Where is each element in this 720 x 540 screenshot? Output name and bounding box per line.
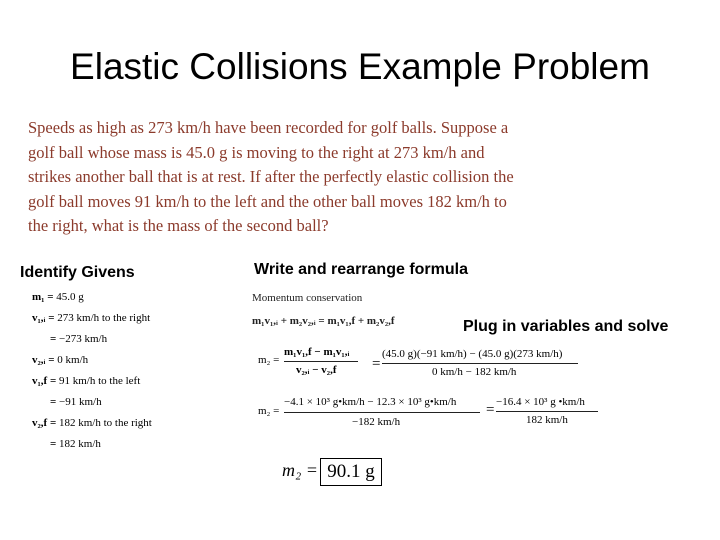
- given-row: = −273 km/h: [50, 333, 108, 345]
- answer-box: 90.1 g: [320, 458, 382, 486]
- given-row: = 182 km/h: [50, 438, 101, 450]
- equals-sign: =: [372, 356, 381, 372]
- step3-denominator: 182 km/h: [526, 414, 568, 426]
- fraction-bar: [496, 411, 598, 412]
- equals-sign: =: [486, 402, 495, 418]
- problem-line: golf ball moves 91 km/h to the left and the other ball moves 182 km/h to: [28, 191, 507, 211]
- rearranged-numerator: m₁v₁,f − m₁v₁,ᵢ: [284, 346, 350, 358]
- given-row: v₁,f = 91 km/h to the left: [32, 375, 141, 387]
- step2-numerator: −4.1 × 10³ g•km/h − 12.3 × 10³ g•km/h: [284, 396, 457, 408]
- rearranged-denominator: v₂,ᵢ − v₂,f: [296, 364, 337, 376]
- fraction-bar: [284, 361, 358, 362]
- answer-lhs: m₂ =: [282, 460, 318, 480]
- formula-header: Write and rearrange formula: [254, 261, 468, 278]
- solve-header: Plug in variables and solve: [463, 318, 669, 335]
- given-row: = −91 km/h: [50, 396, 102, 408]
- fraction-bar: [284, 412, 480, 413]
- problem-line: the right, what is the mass of the second ball?: [28, 216, 329, 235]
- problem-statement: [28, 116, 588, 239]
- momentum-equation: m₁v₁,ᵢ + m₂v₂,ᵢ = m₁v₁,f + m₂v₂,f: [252, 315, 395, 327]
- fraction-bar: [382, 363, 578, 364]
- step3-numerator: −16.4 × 10³ g •km/h: [496, 396, 585, 408]
- given-row: m₁ = 45.0 g: [32, 291, 84, 303]
- givens-header: Identify Givens: [20, 264, 135, 281]
- problem-line: golf ball whose mass is 45.0 g is moving to the right at 273 km/h and: [28, 142, 485, 162]
- step2-lhs: m₂ =: [258, 405, 280, 417]
- step1-denominator: 0 km/h − 182 km/h: [432, 366, 517, 378]
- problem-line: strikes another ball that is at rest. If after the perfectly elastic collision the: [28, 167, 514, 186]
- step1-numerator: (45.0 g)(−91 km/h) − (45.0 g)(273 km/h): [382, 348, 563, 360]
- given-row: v₁,ᵢ = 273 km/h to the right: [32, 312, 151, 324]
- slide-title: Elastic Collisions Example Problem: [70, 46, 650, 87]
- given-row: v₂,f = 182 km/h to the right: [32, 417, 152, 429]
- given-row: v₂,ᵢ = 0 km/h: [32, 354, 89, 366]
- rearranged-lhs: m₂ =: [258, 354, 280, 366]
- step2-denominator: −182 km/h: [352, 416, 401, 428]
- formula-label: Momentum conservation: [252, 292, 363, 304]
- problem-line: Speeds as high as 273 km/h have been recorded for golf balls. Suppose a: [28, 118, 509, 137]
